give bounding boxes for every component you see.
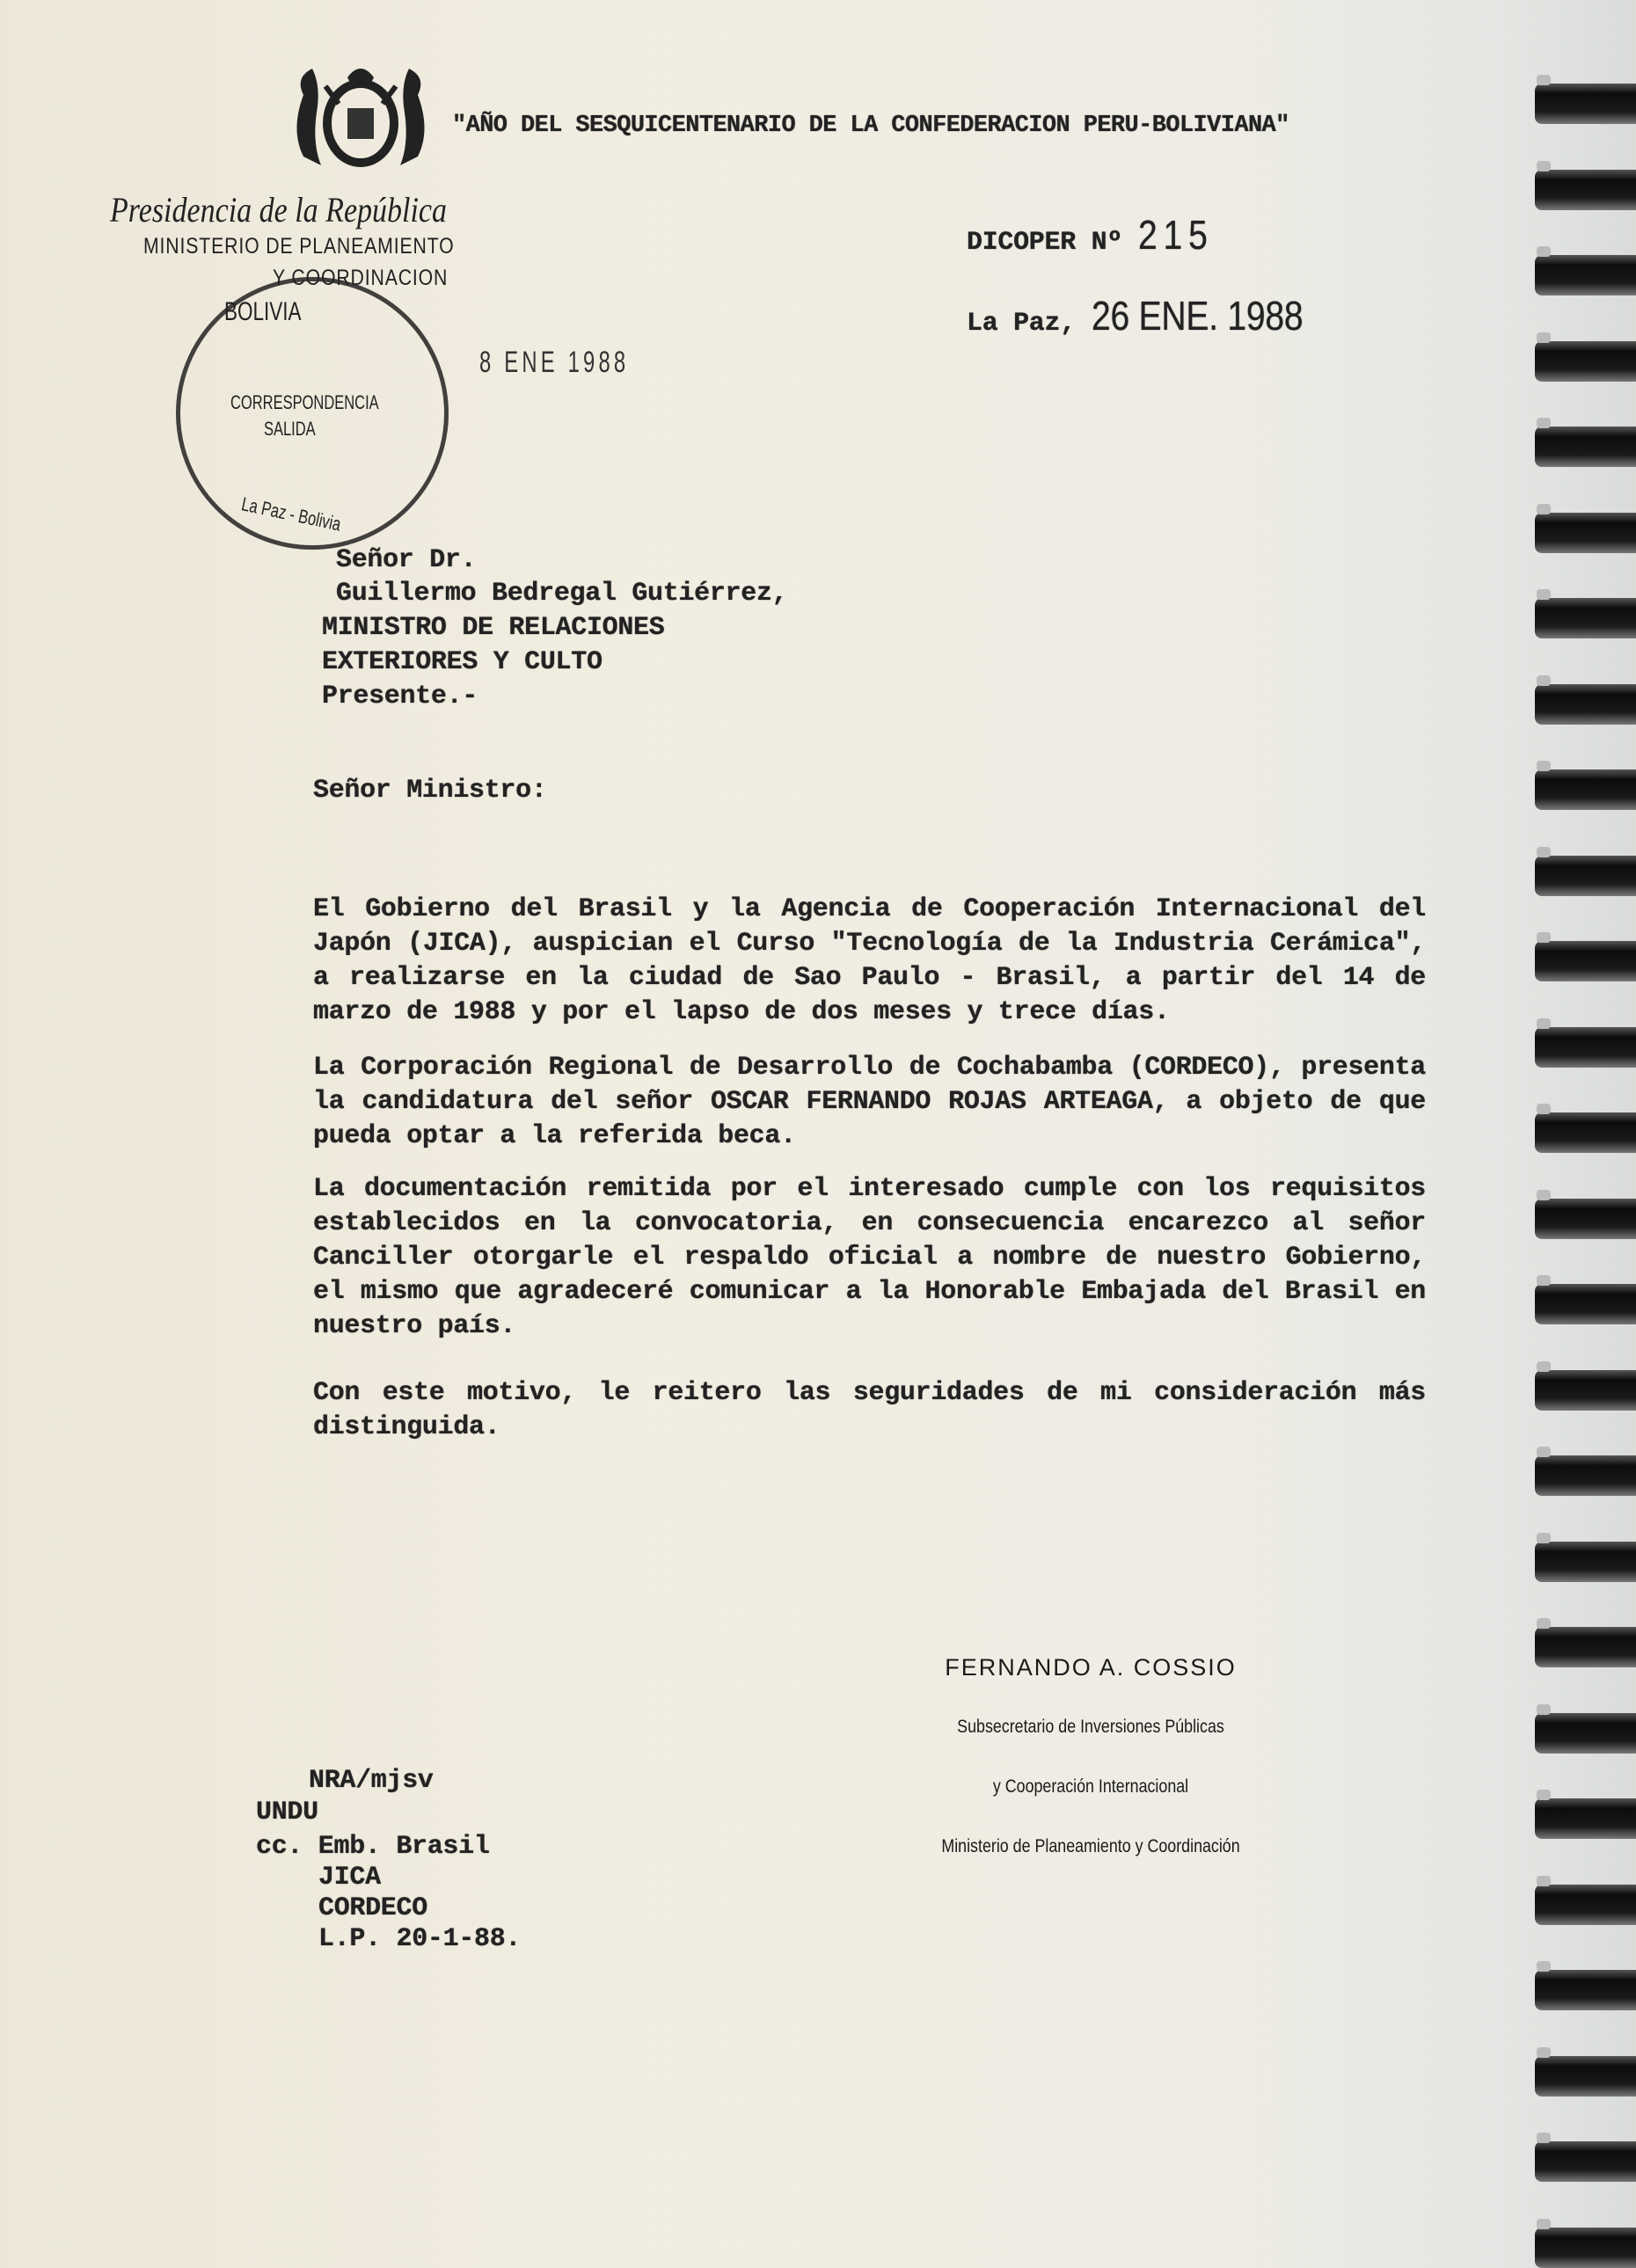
spiral-ring	[1535, 255, 1636, 295]
body-paragraph: La documentación remitida por el interesado cumple con los requisitos establecidos en la convocatoria, en consecuencia encarezco al señor Canciller otorgarle el respaldo oficial a nombre de nuestro Gobierno, el mismo que agradeceré comunicar a la Honorable Embajada del Brasil en nuestro país.	[313, 1174, 1426, 1341]
spiral-ring	[1535, 1027, 1636, 1068]
stamp-line-3: SALIDA	[264, 418, 316, 440]
signatory-title: Ministerio de Planeamiento y Coordinación	[941, 1836, 1240, 1856]
signatory-title: Subsecretario de Inversiones Públicas	[957, 1717, 1224, 1737]
addressee-line: Guillermo Bedregal Gutiérrez,	[336, 579, 788, 609]
cc-line: JICA	[318, 1863, 381, 1892]
spiral-ring	[1535, 1455, 1636, 1496]
reference-number	[967, 211, 1226, 259]
office-name: Presidencia de la República	[110, 190, 448, 230]
closing-paragraph: Con este motivo, le reitero las seguridades de mi consideración más distinguida.	[313, 1378, 1426, 1442]
spiral-ring	[1535, 941, 1636, 981]
coat-of-arms-emblem	[286, 60, 435, 170]
spiral-ring	[1535, 1284, 1636, 1324]
spiral-ring	[1535, 2141, 1636, 2182]
initials: NRA/mjsv	[309, 1766, 434, 1796]
reference-label: DICOPER Nº	[967, 228, 1123, 258]
letter-date: 26 ENE. 1988	[1091, 293, 1304, 339]
addressee-line: MINISTRO DE RELACIONES	[322, 613, 665, 643]
spiral-ring	[1535, 598, 1636, 638]
spiral-ring	[1535, 769, 1636, 810]
ministry-line-2: Y COORDINACION	[273, 266, 449, 290]
spiral-ring	[1535, 170, 1636, 210]
footer-date: L.P. 20-1-88.	[318, 1924, 522, 1954]
spiral-ring	[1535, 1112, 1636, 1153]
spiral-ring	[1535, 856, 1636, 896]
body-paragraph: La Corporación Regional de Desarrollo de Cochabamba (CORDECO), presenta la candidatura del señor OSCAR FERNANDO ROJAS ARTEAGA, a objeto de que pueda optar a la referida beca.	[313, 1053, 1426, 1151]
spiral-ring	[1535, 341, 1636, 382]
code: UNDU	[256, 1798, 318, 1827]
addressee-line: Señor Dr.	[336, 545, 477, 575]
ministry-line-1: MINISTERIO DE PLANEAMIENTO	[143, 234, 455, 259]
spiral-ring	[1535, 1885, 1636, 1925]
signatory-name: FERNANDO A. COSSIO	[945, 1654, 1237, 1681]
spiral-ring	[1535, 513, 1636, 553]
cc-line: cc. Emb. Brasil	[256, 1832, 490, 1862]
signature-block	[880, 1623, 1302, 1877]
spiral-ring	[1535, 427, 1636, 467]
signatory-title: y Cooperación Internacional	[992, 1776, 1189, 1797]
place-date	[967, 292, 1340, 339]
spiral-ring	[1535, 1627, 1636, 1667]
spiral-ring	[1535, 1199, 1636, 1239]
place: La Paz,	[967, 309, 1076, 339]
stamp-line-4: La Paz - Bolivia	[239, 492, 343, 536]
stamp-line-1: BOLIVIA	[224, 297, 302, 326]
spiral-ring	[1535, 684, 1636, 725]
stamp-date: 8 ENE 1988	[479, 346, 630, 379]
spiral-ring	[1535, 1370, 1636, 1411]
header-quote: "AÑO DEL SESQUICENTENARIO DE LA CONFEDERACION PERU-BOLIVIANA"	[452, 113, 1289, 139]
spiral-ring	[1535, 1798, 1636, 1839]
stamp-line-2: CORRESPONDENCIA	[230, 391, 379, 413]
spiral-ring	[1535, 2056, 1636, 2097]
salutation: Señor Ministro:	[313, 776, 547, 806]
spiral-ring	[1535, 1713, 1636, 1754]
spiral-ring	[1535, 1542, 1636, 1582]
spiral-ring	[1535, 1970, 1636, 2010]
body-paragraph: El Gobierno del Brasil y la Agencia de Cooperación Internacional del Japón (JICA), auspician el Curso "Tecnología de la Industria Cerámica", a realizarse en la ciudad de Sao Paulo - Brasil, a partir del 14 de marzo de 1988 y por el lapso de dos meses y trece días.	[313, 894, 1426, 1027]
spiral-ring	[1535, 2228, 1636, 2268]
reference-value: 215	[1137, 212, 1214, 258]
addressee-line: Presente.-	[322, 682, 478, 711]
spiral-ring	[1535, 84, 1636, 124]
addressee-line: EXTERIORES Y CULTO	[322, 647, 603, 677]
cc-line: CORDECO	[318, 1893, 427, 1923]
